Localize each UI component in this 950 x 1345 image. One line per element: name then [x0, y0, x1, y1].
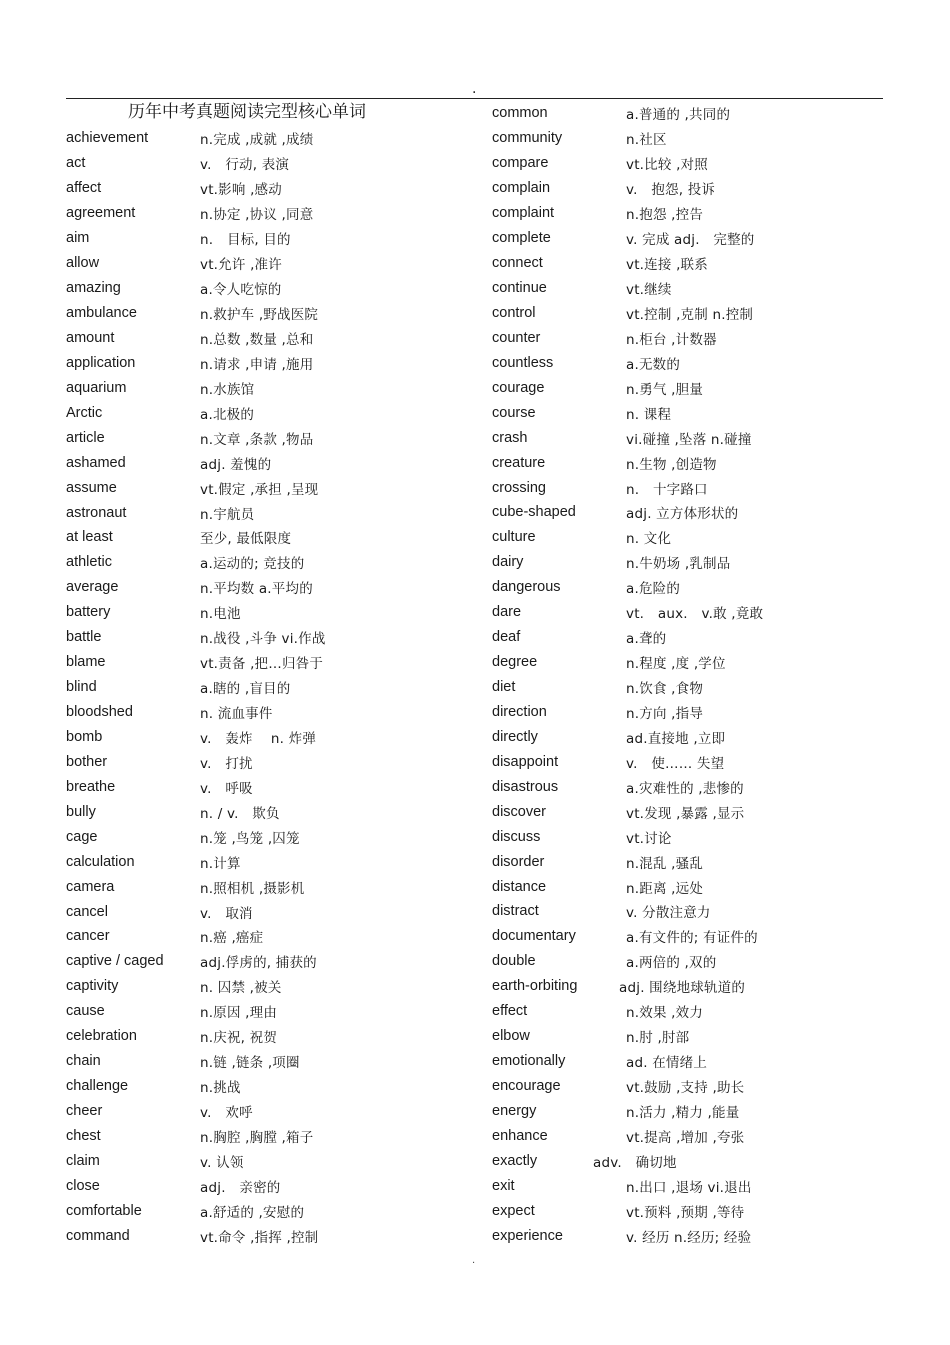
- vocab-definition: a.无数的: [626, 356, 681, 373]
- vocab-entry: [492, 749, 892, 774]
- vocab-definition: n.平均数 a.平均的: [200, 581, 313, 598]
- vocab-definition: v. 分散注意力: [626, 905, 711, 922]
- vocab-word: amazing: [66, 280, 121, 297]
- vocab-definition: a.舒适的 ,安慰的: [200, 1204, 305, 1221]
- vocab-definition: n.生物 ,创造物: [626, 456, 717, 473]
- vocab-word: cage: [66, 828, 98, 845]
- vocab-definition: n.总数 ,数量 ,总和: [200, 331, 314, 348]
- vocab-entry: [492, 1074, 892, 1099]
- vocab-entry: [492, 824, 892, 849]
- vocab-definition: 至少, 最低限度: [200, 531, 292, 548]
- vocab-entry: [66, 1223, 466, 1248]
- vocab-word: astronaut: [66, 504, 127, 521]
- vocab-definition: a.令人吃惊的: [200, 282, 282, 299]
- vocab-entry: [492, 251, 892, 276]
- vocab-definition: a.有文件的; 有证件的: [626, 930, 758, 947]
- vocab-definition: n.挑战: [200, 1080, 241, 1097]
- vocab-word: double: [492, 953, 536, 970]
- vocab-word: discover: [492, 803, 546, 820]
- vocab-definition: vt.假定 ,承担 ,呈现: [200, 481, 319, 498]
- vocab-definition: ad. 在情绪上: [626, 1055, 708, 1072]
- vocab-entry: [66, 151, 466, 176]
- vocab-entry: [492, 126, 892, 151]
- header-mark: .: [472, 81, 477, 97]
- vocab-definition: n.饮食 ,食物: [626, 681, 704, 698]
- vocab-word: battle: [66, 629, 102, 646]
- vocab-word: bomb: [66, 728, 103, 745]
- vocab-definition: vt.连接 ,联系: [626, 257, 708, 274]
- vocab-definition: v. 使…… 失望: [626, 755, 725, 772]
- vocab-word: blind: [66, 679, 97, 696]
- vocab-definition: n.笼 ,鸟笼 ,囚笼: [200, 830, 300, 847]
- vocab-definition: vt.控制 ,克制 n.控制: [626, 306, 754, 323]
- vocab-word: act: [66, 155, 86, 172]
- vocab-definition: a.危险的: [626, 581, 681, 598]
- vocab-entry: [66, 575, 466, 600]
- vocab-definition: n.照相机 ,摄影机: [200, 880, 305, 897]
- vocab-entry: [492, 575, 892, 600]
- vocab-definition: n.癌 ,癌症: [200, 930, 264, 947]
- vocab-entry: [492, 1099, 892, 1124]
- vocab-definition: v. 行动, 表演: [200, 157, 290, 174]
- vocab-definition: a.运动的; 竞技的: [200, 556, 305, 573]
- vocab-word: chain: [66, 1053, 101, 1070]
- vocab-entry: [66, 525, 466, 550]
- vocab-word: directly: [492, 728, 538, 745]
- vocab-word: camera: [66, 878, 115, 895]
- vocab-entry: [492, 525, 892, 550]
- vocab-word: complaint: [492, 205, 555, 222]
- vocab-word: course: [492, 404, 536, 421]
- vocab-definition: adj. 立方体形状的: [626, 506, 739, 523]
- vocab-entry: [66, 301, 466, 326]
- vocab-entry: [66, 350, 466, 375]
- vocab-word: elbow: [492, 1028, 530, 1045]
- vocab-entry: [492, 276, 892, 301]
- vocab-word: cheer: [66, 1103, 103, 1120]
- vocab-entry: [66, 799, 466, 824]
- vocab-definition: n.勇气 ,胆量: [626, 381, 704, 398]
- vocab-entry: [492, 101, 892, 126]
- vocab-word: aquarium: [66, 379, 127, 396]
- vocab-definition: n.抱怨 ,控告: [626, 207, 704, 224]
- vocab-entry: [66, 774, 466, 799]
- vocab-word: effect: [492, 1003, 528, 1020]
- vocab-definition: n.文章 ,条款 ,物品: [200, 431, 314, 448]
- vocab-entry: [66, 749, 466, 774]
- vocab-definition: n.庆祝, 祝贺: [200, 1030, 278, 1047]
- vocab-word: common: [492, 105, 548, 122]
- vocab-definition: vt.命令 ,指挥 ,控制: [200, 1229, 319, 1246]
- vocab-definition: n.柜台 ,计数器: [626, 331, 717, 348]
- vocab-entry: [66, 375, 466, 400]
- vocab-entry: [66, 475, 466, 500]
- vocab-entry: [492, 849, 892, 874]
- vocab-word: connect: [492, 255, 543, 272]
- vocab-entry: [492, 1049, 892, 1074]
- vocab-column-right: [492, 101, 892, 1248]
- vocab-word: bully: [66, 803, 96, 820]
- vocab-entry: [66, 550, 466, 575]
- vocab-definition: vt.影响 ,感动: [200, 182, 282, 199]
- vocab-word: disappoint: [492, 753, 559, 770]
- vocab-entry: [492, 325, 892, 350]
- vocab-definition: vi.碰撞 ,坠落 n.碰撞: [626, 431, 752, 448]
- vocab-definition: n.距离 ,远处: [626, 880, 704, 897]
- vocab-entry: [66, 326, 466, 351]
- vocab-word: dairy: [492, 554, 524, 571]
- vocab-definition: n.协定 ,协议 ,同意: [200, 207, 314, 224]
- vocab-word: article: [66, 429, 105, 446]
- vocab-entry: [492, 425, 892, 450]
- vocab-entry: [66, 824, 466, 849]
- vocab-definition: n.社区: [626, 132, 667, 149]
- vocab-definition: adj. 亲密的: [200, 1179, 281, 1196]
- vocab-definition: ad.直接地 ,立即: [626, 730, 726, 747]
- vocab-word: comfortable: [66, 1202, 142, 1219]
- vocab-definition: n.活力 ,精力 ,能量: [626, 1104, 740, 1121]
- vocab-entry: [492, 1024, 892, 1049]
- vocab-entry: [492, 700, 892, 725]
- vocab-word: compare: [492, 155, 549, 172]
- vocab-definition: n. 目标, 目的: [200, 232, 291, 249]
- vocab-word: bloodshed: [66, 704, 133, 721]
- vocab-word: cancel: [66, 903, 108, 920]
- vocab-word: distance: [492, 878, 547, 895]
- vocab-entry: [492, 176, 892, 201]
- vocab-word: emotionally: [492, 1053, 566, 1070]
- vocab-word: challenge: [66, 1078, 129, 1095]
- vocab-definition: adj. 围绕地球轨道的: [619, 980, 746, 997]
- vocab-entry: [66, 1198, 466, 1223]
- vocab-word: application: [66, 354, 136, 371]
- vocab-entry: [492, 450, 892, 475]
- vocab-word: dangerous: [492, 579, 561, 596]
- vocab-word: athletic: [66, 554, 112, 571]
- vocab-definition: n. 文化: [626, 531, 672, 548]
- vocab-entry: [492, 350, 892, 375]
- vocab-definition: n.效果 ,效力: [626, 1005, 704, 1022]
- vocab-word: energy: [492, 1102, 537, 1119]
- vocab-entry: [492, 625, 892, 650]
- vocab-word: agreement: [66, 205, 136, 222]
- vocab-entry: [66, 176, 466, 201]
- vocab-definition: n.出口 ,退场 vi.退出: [626, 1179, 752, 1196]
- vocab-entry: [66, 999, 466, 1024]
- vocab-entry: [66, 625, 466, 650]
- vocab-definition: v. 轰炸 n. 炸弹: [200, 730, 317, 747]
- vocab-word: counter: [492, 329, 541, 346]
- vocab-word: exit: [492, 1177, 515, 1194]
- vocab-entry: [492, 650, 892, 675]
- vocab-definition: v. 认领: [200, 1154, 244, 1171]
- vocab-word: cancer: [66, 928, 110, 945]
- vocab-word: captivity: [66, 978, 119, 995]
- vocab-definition: n.程度 ,度 ,学位: [626, 656, 726, 673]
- vocab-definition: n.请求 ,申请 ,施用: [200, 356, 314, 373]
- vocab-definition: vt.允许 ,准许: [200, 257, 282, 274]
- vocab-word: Arctic: [66, 404, 103, 421]
- vocab-word: assume: [66, 479, 117, 496]
- vocab-word: crossing: [492, 479, 546, 496]
- vocab-definition: a.北极的: [200, 406, 255, 423]
- vocab-definition: n.宇航员: [200, 506, 255, 523]
- vocab-definition: n. 十字路口: [626, 481, 708, 498]
- vocab-definition: a.两倍的 ,双的: [626, 955, 717, 972]
- vocab-word: battery: [66, 604, 111, 621]
- vocab-definition: n.水族馆: [200, 381, 255, 398]
- vocab-word: control: [492, 304, 536, 321]
- header-rule: [66, 98, 883, 99]
- vocab-word: cause: [66, 1003, 105, 1020]
- vocab-definition: n.混乱 ,骚乱: [626, 855, 704, 872]
- vocab-definition: v. 呼吸: [200, 780, 253, 797]
- vocab-definition: a.瞎的 ,盲目的: [200, 681, 291, 698]
- vocab-word: creature: [492, 454, 546, 471]
- vocab-entry: [492, 201, 892, 226]
- vocab-word: close: [66, 1177, 100, 1194]
- vocab-entry: [492, 1123, 892, 1148]
- vocab-word: exactly: [492, 1152, 538, 1169]
- vocab-word: crash: [492, 429, 528, 446]
- vocab-entry: [492, 301, 892, 326]
- vocab-word: chest: [66, 1127, 101, 1144]
- vocab-entry: [66, 400, 466, 425]
- footer-mark: .: [472, 1255, 476, 1266]
- vocab-entry: [66, 226, 466, 251]
- vocab-column-left: [66, 126, 466, 1248]
- vocab-definition: n.电池: [200, 606, 241, 623]
- vocab-entry: [492, 550, 892, 575]
- vocab-entry: [492, 724, 892, 749]
- vocab-entry: [492, 949, 892, 974]
- vocab-word: culture: [492, 529, 536, 546]
- vocab-word: expect: [492, 1202, 535, 1219]
- vocab-definition: vt.鼓励 ,支持 ,助长: [626, 1080, 745, 1097]
- vocab-entry: [66, 450, 466, 475]
- vocab-word: command: [66, 1227, 130, 1244]
- vocab-word: achievement: [66, 130, 149, 147]
- vocab-entry: [66, 201, 466, 226]
- vocab-definition: a.普通的 ,共同的: [626, 107, 731, 124]
- vocab-word: cube-shaped: [492, 504, 576, 521]
- vocab-word: ashamed: [66, 454, 126, 471]
- vocab-definition: n. 囚禁 ,被关: [200, 980, 282, 997]
- vocab-entry: [492, 226, 892, 251]
- vocab-entry: [66, 1148, 466, 1173]
- vocab-word: calculation: [66, 853, 135, 870]
- vocab-entry: [66, 126, 466, 151]
- vocab-definition: n.原因 ,理由: [200, 1005, 278, 1022]
- vocab-word: documentary: [492, 928, 576, 945]
- vocab-entry: [66, 650, 466, 675]
- vocab-word: claim: [66, 1152, 100, 1169]
- vocab-word: experience: [492, 1227, 563, 1244]
- vocab-definition: v. 抱怨, 投诉: [626, 182, 716, 199]
- vocab-entry: [492, 774, 892, 799]
- vocab-entry: [66, 849, 466, 874]
- vocab-entry: [492, 924, 892, 949]
- vocab-word: community: [492, 130, 563, 147]
- vocab-entry: [66, 949, 466, 974]
- vocab-definition: n.完成 ,成就 ,成绩: [200, 132, 314, 149]
- vocab-word: amount: [66, 329, 115, 346]
- vocab-definition: n. 课程: [626, 406, 672, 423]
- vocab-entry: [66, 725, 466, 750]
- vocab-definition: vt.提高 ,增加 ,夸张: [626, 1129, 745, 1146]
- vocab-entry: [66, 974, 466, 999]
- vocab-entry: [66, 1099, 466, 1124]
- vocab-definition: n. 流血事件: [200, 706, 273, 723]
- vocab-definition: v. 欢呼: [200, 1105, 253, 1122]
- vocab-definition: n.方向 ,指导: [626, 705, 704, 722]
- vocab-word: captive / caged: [66, 953, 164, 970]
- vocab-definition: vt.责备 ,把…归咎于: [200, 656, 324, 673]
- vocab-word: countless: [492, 354, 554, 371]
- vocab-definition: vt.比较 ,对照: [626, 157, 708, 174]
- vocab-definition: vt. aux. v.敢 ,竟敢: [626, 606, 764, 623]
- vocab-definition: a.聋的: [626, 631, 667, 648]
- vocab-entry: [66, 700, 466, 725]
- vocab-word: complain: [492, 180, 551, 197]
- vocab-word: degree: [492, 654, 538, 671]
- vocab-definition: n.计算: [200, 855, 241, 872]
- vocab-entry: [492, 475, 892, 500]
- vocab-entry: [492, 675, 892, 700]
- vocab-word: continue: [492, 280, 547, 297]
- vocab-word: celebration: [66, 1028, 137, 1045]
- vocab-definition: v. 经历 n.经历; 经验: [626, 1229, 752, 1246]
- vocab-entry: [66, 1124, 466, 1149]
- vocab-entry: [66, 276, 466, 301]
- vocab-entry: [66, 251, 466, 276]
- vocab-entry: [492, 874, 892, 899]
- vocab-entry: [66, 675, 466, 700]
- vocab-word: blame: [66, 654, 106, 671]
- vocab-word: encourage: [492, 1078, 561, 1095]
- vocab-word: courage: [492, 379, 545, 396]
- vocab-definition: adj.俘虏的, 捕获的: [200, 955, 317, 972]
- vocab-definition: n.战役 ,斗争 vi.作战: [200, 631, 326, 648]
- vocab-definition: n. / v. 欺负: [200, 805, 280, 822]
- page-title: 历年中考真题阅读完型核心单词: [128, 102, 366, 122]
- vocab-definition: n.链 ,链条 ,项圈: [200, 1055, 300, 1072]
- vocab-word: at least: [66, 529, 113, 546]
- vocab-word: bother: [66, 753, 108, 770]
- vocab-word: disastrous: [492, 778, 559, 795]
- vocab-definition: vt.讨论: [626, 830, 672, 847]
- vocab-word: breathe: [66, 778, 116, 795]
- vocab-definition: adj. 羞愧的: [200, 456, 272, 473]
- vocab-entry: [492, 1198, 892, 1223]
- vocab-definition: a.灾难性的 ,悲惨的: [626, 780, 744, 797]
- vocab-word: direction: [492, 703, 547, 720]
- vocab-word: ambulance: [66, 305, 137, 322]
- vocab-entry: [492, 899, 892, 924]
- vocab-word: distract: [492, 903, 539, 920]
- vocab-entry: [66, 899, 466, 924]
- vocab-word: affect: [66, 180, 102, 197]
- vocab-entry: [492, 974, 892, 999]
- vocab-word: discuss: [492, 828, 541, 845]
- vocab-definition: adv. 确切地: [593, 1154, 677, 1171]
- vocab-entry: [492, 1148, 892, 1173]
- vocab-definition: n.牛奶场 ,乳制品: [626, 556, 731, 573]
- vocab-entry: [492, 151, 892, 176]
- vocab-definition: vt.预料 ,预期 ,等待: [626, 1204, 745, 1221]
- vocab-definition: vt.继续: [626, 282, 672, 299]
- vocab-word: aim: [66, 230, 90, 247]
- vocab-definition: vt.发现 ,暴露 ,显示: [626, 805, 745, 822]
- vocab-entry: [492, 600, 892, 625]
- vocab-word: complete: [492, 230, 551, 247]
- vocab-entry: [66, 1024, 466, 1049]
- vocab-word: allow: [66, 255, 100, 272]
- vocab-word: earth-orbiting: [492, 978, 578, 995]
- vocab-word: diet: [492, 679, 516, 696]
- vocab-entry: [492, 1223, 892, 1248]
- vocab-entry: [66, 924, 466, 949]
- vocab-entry: [66, 600, 466, 625]
- vocab-entry: [492, 999, 892, 1024]
- vocab-definition: n.肘 ,肘部: [626, 1030, 690, 1047]
- vocab-entry: [492, 400, 892, 425]
- vocab-definition: n.救护车 ,野战医院: [200, 307, 319, 324]
- vocab-definition: n.胸腔 ,胸膛 ,箱子: [200, 1129, 314, 1146]
- vocab-entry: [492, 799, 892, 824]
- vocab-entry: [66, 874, 466, 899]
- vocab-entry: [66, 1074, 466, 1099]
- vocab-definition: v. 完成 adj. 完整的: [626, 232, 755, 249]
- vocab-definition: v. 取消: [200, 905, 253, 922]
- vocab-word: average: [66, 579, 119, 596]
- vocab-definition: v. 打扰: [200, 755, 253, 772]
- vocab-word: disorder: [492, 853, 545, 870]
- vocab-entry: [66, 500, 466, 525]
- vocab-word: deaf: [492, 629, 521, 646]
- vocab-entry: [492, 500, 892, 525]
- vocab-entry: [66, 1049, 466, 1074]
- vocab-word: dare: [492, 604, 522, 621]
- vocab-entry: [66, 1173, 466, 1198]
- vocab-entry: [492, 375, 892, 400]
- vocab-entry: [66, 425, 466, 450]
- vocab-entry: [492, 1173, 892, 1198]
- vocab-word: enhance: [492, 1127, 548, 1144]
